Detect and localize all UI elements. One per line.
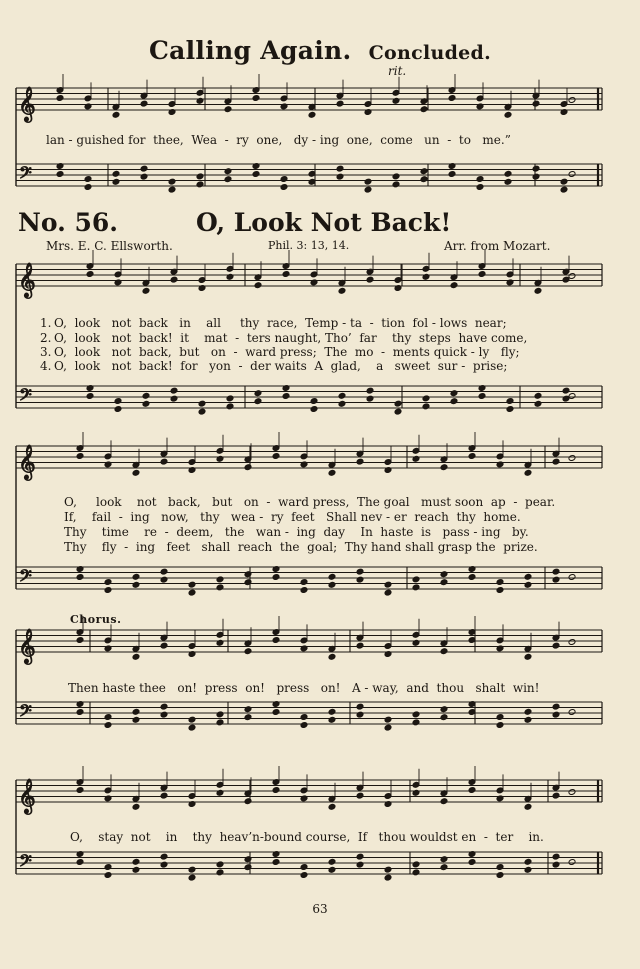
note-head <box>336 165 344 172</box>
note-head <box>104 579 112 586</box>
verse-2-line-1: 2. O, look not back! it mat - ters naught, Tho’ far thy steps have come, <box>40 331 528 345</box>
note-head <box>568 455 576 462</box>
hymn-arranger: Arr. from Mozart. <box>444 239 551 253</box>
note-head <box>568 859 576 866</box>
note-head <box>394 408 402 415</box>
clef-icon: 𝄢 <box>19 700 32 725</box>
note-head <box>76 453 84 460</box>
note-head <box>170 395 178 402</box>
note-head <box>254 398 262 405</box>
note-head <box>132 573 140 580</box>
chorus-line-1: Then haste thee on! press on! press on! A - way, and thou shalt win! <box>68 681 540 695</box>
note-head <box>142 287 150 294</box>
note-head <box>76 637 84 644</box>
note-head <box>392 173 400 180</box>
note-head <box>450 398 458 405</box>
note-head <box>104 872 112 879</box>
note-head <box>524 716 532 723</box>
note-head <box>356 853 364 860</box>
note-head <box>440 706 448 713</box>
verse-1-line-2: O, look not back, but on - ward press, The goal must soon ap - pear. <box>64 495 556 509</box>
note-head <box>132 708 140 715</box>
note-head <box>188 716 196 723</box>
note-head <box>226 403 234 410</box>
note-head <box>504 170 512 177</box>
note-head <box>112 178 120 185</box>
note-head <box>440 648 448 655</box>
page-number: 63 <box>312 902 328 916</box>
note-head <box>280 184 288 191</box>
note-head <box>476 176 484 183</box>
note-head <box>84 184 92 191</box>
note-head <box>524 858 532 865</box>
note-head <box>76 787 84 794</box>
note-head <box>84 176 92 183</box>
note-head <box>328 858 336 865</box>
note-head <box>552 792 560 799</box>
note-head <box>420 168 428 175</box>
note-head <box>524 653 532 660</box>
note-head <box>328 716 336 723</box>
note-head <box>568 393 576 400</box>
note-head <box>338 392 346 399</box>
note-head <box>532 165 540 172</box>
note-head <box>336 100 344 107</box>
note-head <box>272 787 280 794</box>
note-head <box>506 398 514 405</box>
note-head <box>160 703 168 710</box>
note-head <box>440 714 448 721</box>
note-head <box>308 111 316 118</box>
note-head <box>160 576 168 583</box>
note-head <box>568 171 576 178</box>
note-head <box>338 287 346 294</box>
note-head <box>552 458 560 465</box>
note-head <box>112 111 120 118</box>
note-head <box>412 576 420 583</box>
note-head <box>524 866 532 873</box>
continued-lyric-line: lan - guished for thee, Wea - ry one, dy - ing one, come un - to me.” <box>46 133 511 147</box>
note-head <box>168 186 176 193</box>
note-head <box>132 716 140 723</box>
note-head <box>496 872 504 879</box>
hymn-title: O, Look Not Back! <box>196 208 452 237</box>
note-head <box>552 576 560 583</box>
note-head <box>420 106 428 113</box>
note-head <box>196 173 204 180</box>
note-head <box>412 719 420 726</box>
note-head <box>440 571 448 578</box>
note-head <box>56 171 64 178</box>
note-head <box>384 716 392 723</box>
note-head <box>132 858 140 865</box>
note-head <box>142 392 150 399</box>
note-head <box>328 803 336 810</box>
chorus-label: Chorus. <box>70 613 122 626</box>
note-head <box>104 864 112 871</box>
clef-icon: 𝄢 <box>19 565 32 590</box>
note-head <box>244 464 252 471</box>
note-head <box>300 579 308 586</box>
note-head <box>568 709 576 716</box>
note-head <box>560 186 568 193</box>
note-head <box>366 395 374 402</box>
note-head <box>142 400 150 407</box>
hymn-author: Mrs. E. C. Ellsworth. <box>46 239 173 253</box>
note-head <box>524 573 532 580</box>
note-head <box>328 653 336 660</box>
note-head <box>132 653 140 660</box>
clef-icon: 𝄞 <box>18 629 36 664</box>
note-head <box>568 639 576 646</box>
note-head <box>552 853 560 860</box>
note-head <box>384 581 392 588</box>
note-head <box>552 861 560 868</box>
note-head <box>310 398 318 405</box>
clef-icon: 𝄢 <box>19 162 32 187</box>
note-head <box>196 181 204 188</box>
note-head <box>198 408 206 415</box>
note-head <box>244 714 252 721</box>
note-head <box>160 861 168 868</box>
note-head <box>496 587 504 594</box>
note-head <box>188 866 196 873</box>
note-head <box>412 711 420 718</box>
note-head <box>394 400 402 407</box>
note-head <box>252 95 260 102</box>
note-head <box>244 798 252 805</box>
note-head <box>504 111 512 118</box>
verse-1-line-1: 1. O, look not back in all thy race, Temp - ta - tion fol - lows near; <box>40 316 507 330</box>
note-head <box>448 171 456 178</box>
note-head <box>384 866 392 873</box>
note-head <box>422 403 430 410</box>
note-head <box>216 576 224 583</box>
note-head <box>272 637 280 644</box>
note-head <box>112 170 120 177</box>
note-head <box>552 642 560 649</box>
note-head <box>272 574 280 581</box>
note-head <box>384 874 392 881</box>
note-head <box>188 724 196 731</box>
note-head <box>568 574 576 581</box>
note-head <box>76 859 84 866</box>
note-head <box>160 792 168 799</box>
note-head <box>356 711 364 718</box>
note-head <box>132 469 140 476</box>
note-head <box>140 100 148 107</box>
note-head <box>224 176 232 183</box>
note-head <box>328 708 336 715</box>
note-head <box>300 872 308 879</box>
note-head <box>254 390 262 397</box>
note-head <box>440 856 448 863</box>
note-head <box>364 178 372 185</box>
note-head <box>160 642 168 649</box>
note-head <box>132 866 140 873</box>
note-head <box>168 178 176 185</box>
note-head <box>86 271 94 278</box>
note-head <box>440 579 448 586</box>
note-head <box>104 722 112 729</box>
note-head <box>356 576 364 583</box>
note-head <box>356 861 364 868</box>
note-head <box>384 724 392 731</box>
note-head <box>224 106 232 113</box>
clef-icon: 𝄞 <box>18 263 36 298</box>
note-head <box>104 587 112 594</box>
verse-4-line-1: 4. O, look not back! for yon - der waits A glad, a sweet sur - prise; <box>40 359 508 373</box>
continued-hymn-title: Calling Again. <box>148 36 352 65</box>
note-head <box>282 271 290 278</box>
note-head <box>140 173 148 180</box>
note-head <box>226 395 234 402</box>
note-head <box>170 276 178 283</box>
note-head <box>366 387 374 394</box>
note-head <box>532 100 540 107</box>
note-head <box>114 398 122 405</box>
note-head <box>562 387 570 394</box>
note-head <box>244 648 252 655</box>
note-head <box>496 864 504 871</box>
note-head <box>568 789 576 796</box>
note-head <box>420 176 428 183</box>
note-head <box>552 568 560 575</box>
note-head <box>86 393 94 400</box>
note-head <box>244 579 252 586</box>
note-head <box>300 864 308 871</box>
note-head <box>76 709 84 716</box>
note-head <box>328 581 336 588</box>
note-head <box>188 589 196 596</box>
note-head <box>568 273 576 280</box>
note-head <box>504 178 512 185</box>
note-head <box>366 276 374 283</box>
note-head <box>216 861 224 868</box>
note-head <box>56 95 64 102</box>
note-head <box>272 859 280 866</box>
ritardando-mark: rit. <box>388 64 407 78</box>
note-head <box>224 168 232 175</box>
verse-3-line-1: 3. O, look not back, but on - ward press; The mo - ments quick - ly fly; <box>40 345 520 359</box>
note-head <box>524 469 532 476</box>
verse-4-line-2: Thy fly - ing feet shall reach the goal; Thy hand shall grasp the prize. <box>64 540 538 554</box>
note-head <box>76 574 84 581</box>
note-head <box>160 711 168 718</box>
clef-icon: 𝄞 <box>18 87 36 122</box>
verse-3-line-2: Thy time re - deem, the wan - ing day In haste is pass - ing by. <box>64 525 529 539</box>
note-head <box>412 584 420 591</box>
note-head <box>188 874 196 881</box>
note-head <box>272 709 280 716</box>
concluded-label: Concluded. <box>368 42 492 64</box>
chorus-line-2: O, stay not in thy heav’n-bound course, If thou wouldst en - ter in. <box>70 830 544 844</box>
note-head <box>356 792 364 799</box>
note-head <box>300 722 308 729</box>
note-head <box>254 282 262 289</box>
note-head <box>198 400 206 407</box>
note-head <box>450 390 458 397</box>
note-head <box>468 787 476 794</box>
note-head <box>160 568 168 575</box>
note-head <box>216 869 224 876</box>
note-head <box>440 464 448 471</box>
note-head <box>336 173 344 180</box>
note-head <box>300 714 308 721</box>
note-head <box>496 579 504 586</box>
note-head <box>552 711 560 718</box>
continued-title <box>0 36 640 65</box>
note-head <box>244 856 252 863</box>
note-head <box>160 458 168 465</box>
note-head <box>356 703 364 710</box>
note-head <box>252 171 260 178</box>
note-head <box>280 176 288 183</box>
note-head <box>328 573 336 580</box>
note-head <box>534 392 542 399</box>
note-head <box>422 395 430 402</box>
note-head <box>132 803 140 810</box>
note-head <box>524 708 532 715</box>
note-head <box>140 165 148 172</box>
clef-icon: 𝄞 <box>18 779 36 814</box>
note-head <box>440 798 448 805</box>
note-head <box>412 869 420 876</box>
note-head <box>216 711 224 718</box>
note-head <box>392 181 400 188</box>
note-head <box>244 706 252 713</box>
note-head <box>300 587 308 594</box>
note-head <box>448 95 456 102</box>
note-head <box>496 714 504 721</box>
note-head <box>356 642 364 649</box>
note-head <box>104 714 112 721</box>
hymn-number: No. 56. <box>18 208 118 237</box>
note-head <box>282 393 290 400</box>
note-head <box>364 186 372 193</box>
note-head <box>450 282 458 289</box>
note-head <box>328 866 336 873</box>
note-head <box>478 271 486 278</box>
note-head <box>478 393 486 400</box>
verse-2-line-2: If, fail - ing now, thy wea - ry feet Shall nev - er reach thy home. <box>64 510 521 524</box>
scripture-reference: Phil. 3: 13, 14. <box>268 239 350 252</box>
note-head <box>216 719 224 726</box>
note-head <box>476 184 484 191</box>
note-head <box>524 803 532 810</box>
note-head <box>328 469 336 476</box>
note-head <box>506 406 514 413</box>
note-head <box>384 589 392 596</box>
note-head <box>310 406 318 413</box>
note-head <box>160 853 168 860</box>
note-head <box>496 722 504 729</box>
note-head <box>468 574 476 581</box>
note-head <box>170 387 178 394</box>
note-head <box>440 864 448 871</box>
note-head <box>338 400 346 407</box>
note-head <box>552 703 560 710</box>
note-head <box>244 864 252 871</box>
note-head <box>272 453 280 460</box>
note-head <box>356 458 364 465</box>
note-head <box>132 581 140 588</box>
note-head <box>356 568 364 575</box>
note-head <box>188 581 196 588</box>
note-head <box>468 453 476 460</box>
clef-icon: 𝄢 <box>19 384 32 409</box>
note-head <box>468 859 476 866</box>
note-head <box>216 584 224 591</box>
note-head <box>412 861 420 868</box>
note-head <box>560 178 568 185</box>
clef-icon: 𝄞 <box>18 445 36 480</box>
note-head <box>534 400 542 407</box>
note-head <box>114 406 122 413</box>
note-head <box>534 287 542 294</box>
note-head <box>244 571 252 578</box>
clef-icon: 𝄢 <box>19 850 32 875</box>
note-head <box>568 97 576 104</box>
note-head <box>532 173 540 180</box>
note-head <box>524 581 532 588</box>
